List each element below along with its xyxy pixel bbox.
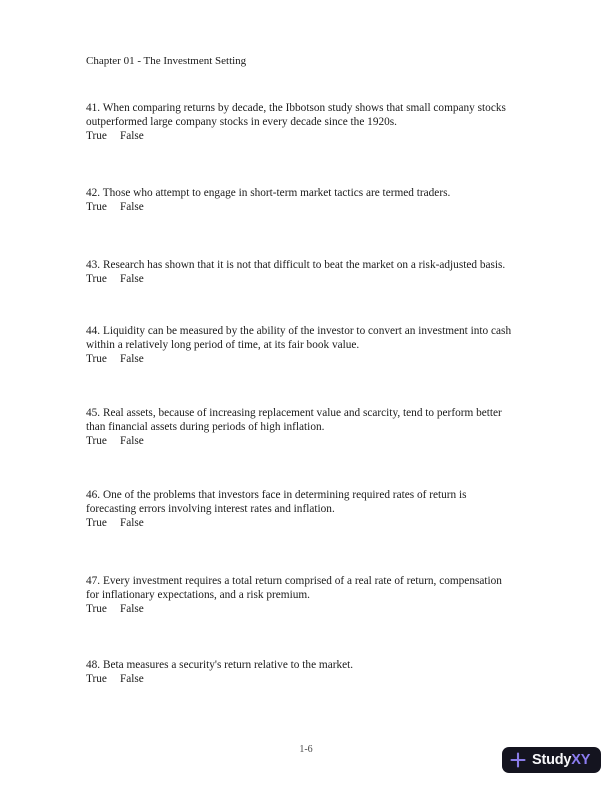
true-false-options (86, 352, 556, 366)
question-text-line: 48. Beta measures a security's return relative to the market. (86, 659, 354, 671)
question-text-line: 41. When comparing returns by decade, the Ibbotson study shows that small company stocks (86, 102, 506, 114)
option-false: False (119, 353, 144, 365)
option-true: True (86, 353, 107, 365)
question-text-line: 44. Liquidity can be measured by the ability of the investor to convert an investment into cash (86, 325, 512, 337)
option-false: False (119, 517, 144, 529)
option-true: True (86, 673, 107, 685)
true-false-options (86, 129, 556, 143)
question-text-line: 47. Every investment requires a total return comprised of a real rate of return, compensation (86, 575, 502, 587)
question-44 (86, 324, 556, 366)
question-41 (86, 101, 556, 143)
question-text-line: within a relatively long period of time, at its fair book value. (86, 339, 360, 351)
option-true: True (86, 130, 107, 142)
question-text-line: than financial assets during periods of high inflation. (86, 421, 325, 433)
question-45 (86, 406, 556, 448)
question-text-line: 42. Those who attempt to engage in short-term market tactics are termed traders. (86, 187, 451, 199)
option-true: True (86, 201, 107, 213)
question-43 (86, 258, 556, 286)
true-false-options (86, 434, 556, 448)
logo-text (532, 747, 590, 773)
true-false-options (86, 516, 556, 530)
question-text-line: for inflationary expectations, and a risk premium. (86, 589, 310, 601)
option-true: True (86, 517, 107, 529)
option-true: True (86, 603, 107, 615)
question-48 (86, 658, 556, 686)
option-true: True (86, 273, 107, 285)
option-false: False (119, 130, 144, 142)
option-true: True (86, 435, 107, 447)
studyxy-logo[interactable] (502, 747, 601, 773)
logo-text-xy: XY (571, 752, 591, 768)
question-text-line: 43. Research has shown that it is not that difficult to beat the market on a risk-adjusted basis. (86, 259, 506, 271)
page-number: 1-6 (299, 744, 313, 755)
page-header: Chapter 01 - The Investment Setting (86, 55, 247, 67)
option-false: False (119, 603, 144, 615)
true-false-options (86, 672, 556, 686)
plus-icon (510, 752, 526, 768)
logo-text-study: Study (532, 752, 572, 768)
true-false-options (86, 200, 556, 214)
question-46 (86, 488, 556, 530)
question-text-line: 46. One of the problems that investors face in determining required rates of return is (86, 489, 467, 501)
option-false: False (119, 673, 144, 685)
true-false-options (86, 272, 556, 286)
question-42 (86, 186, 556, 214)
question-text-line: outperformed large company stocks in every decade since the 1920s. (86, 116, 397, 128)
question-text-line: forecasting errors involving interest rates and inflation. (86, 503, 335, 515)
true-false-options (86, 602, 556, 616)
option-false: False (119, 201, 144, 213)
option-false: False (119, 273, 144, 285)
question-47 (86, 574, 556, 616)
option-false: False (119, 435, 144, 447)
question-text-line: 45. Real assets, because of increasing replacement value and scarcity, tend to perform better (86, 407, 502, 419)
